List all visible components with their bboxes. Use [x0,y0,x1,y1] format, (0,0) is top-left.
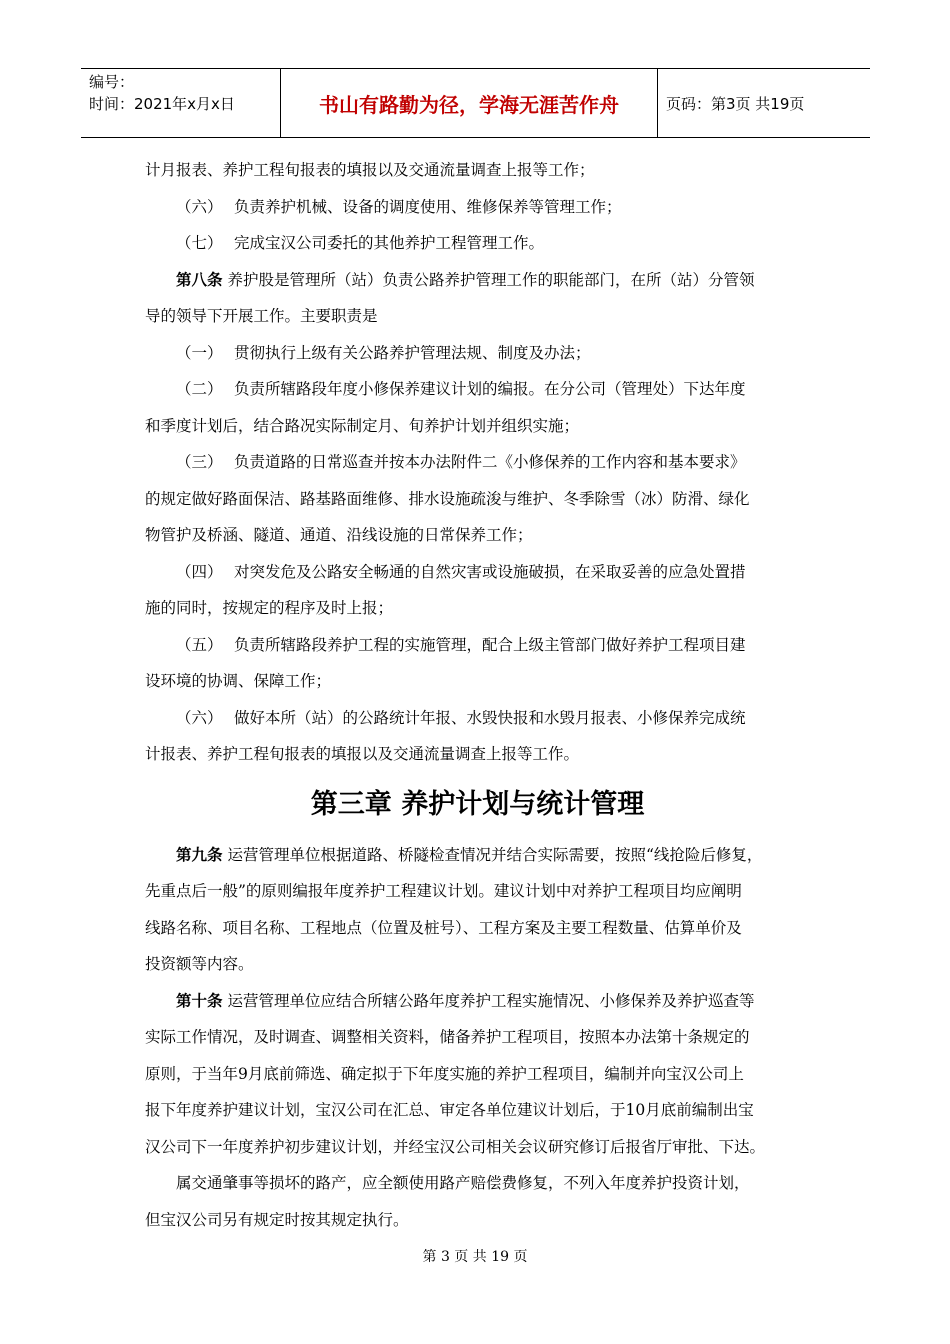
list-item [145,554,810,591]
header-meta [81,69,281,137]
list-item [145,335,810,372]
text-line: 施的同时，按规定的程序及时上报； [145,599,394,617]
article-8 [145,262,810,299]
article-text: 运营管理单位应结合所辖公路年度养护工程实施情况、小修保养及养护巡查等 [227,991,755,1010]
article-text: 养护股是管理所（站）负责公路养护管理工作的职能部门，在所（站）分管领 [227,270,755,289]
document-body [145,152,810,1238]
header-page-label: 页码：第3页 共19页 [666,94,805,113]
text-line: 的规定做好路面保洁、路基路面维修、排水设施疏浚与维护、冬季除雪（冰）防滑、绿化 [145,489,750,508]
item-number: （六） [176,197,223,216]
page-footer: 第 3 页 共 19 页 [422,1249,528,1265]
chapter-heading: 第三章 养护计划与统计管理 [310,788,645,820]
text-line: 导的领导下开展工作。主要职责是 [145,307,378,325]
text-line: 报下年度养护建议计划，宝汉公司在汇总、审定各单位建议计划后，于10月底前编制出宝 [145,1101,754,1119]
text-line: 计月报表、养护工程旬报表的填报以及交通流量调查上报等工作； [145,161,595,179]
article-10 [145,983,810,1020]
date-label: 时间：2021年x月x日 [89,95,235,113]
article-title: 第八条 [176,269,223,289]
text-line: 投资额等内容。 [145,955,254,973]
article-title: 第九条 [176,844,223,864]
list-item [145,627,810,664]
item-number: （五） [176,635,223,654]
text-line: 和季度计划后，结合路况实际制定月、旬养护计划并组织实施； [145,416,580,435]
article-9 [145,837,810,874]
code-label: 编号： [89,73,135,91]
item-text: 负责道路的日常巡查并按本办法附件二《小修保养的工作内容和基本要求》 [234,453,746,471]
item-number: （六） [176,708,223,727]
item-text: 负责所辖路段养护工程的实施管理，配合上级主管部门做好养护工程项目建 [234,635,746,654]
item-number: （二） [176,380,223,398]
item-number: （七） [176,234,223,252]
item-text: 负责养护机械、设备的调度使用、维修保养等管理工作； [234,197,622,216]
text-line: 先重点后一般”的原则编报年度养护工程建议计划。建议计划中对养护工程项目均应阐明 [145,882,742,900]
item-text: 贯彻执行上级有关公路养护管理法规、制度及办法； [234,343,591,362]
list-item [145,700,810,737]
text-line: 原则，于当年9月底前筛选、确定拟于下年度实施的养护工程项目，编制并向宝汉公司上 [145,1064,744,1083]
list-item [145,371,810,408]
item-text: 完成宝汉公司委托的其他养护工程管理工作。 [234,234,545,252]
text-line: 计报表、养护工程旬报表的填报以及交通流量调查上报等工作。 [145,745,580,763]
text-line: 线路名称、项目名称、工程地点（位置及桩号）、工程方案及主要工程数量、估算单价及 [145,918,742,937]
item-number: （三） [176,453,223,471]
text-line: 但宝汉公司另有规定时按其规定执行。 [145,1210,409,1229]
text-line: 物管护及桥涵、隧道、通道、沿线设施的日常保养工作； [145,526,533,544]
text-line: 实际工作情况，及时调查、调整相关资料，储备养护工程项目，按照本办法第十条规定的 [145,1028,750,1046]
item-text: 负责所辖路段年度小修保养建议计划的编报。在分公司（管理处）下达年度 [234,380,746,398]
text-line: 汉公司下一年度养护初步建议计划，并经宝汉公司相关会议研究修订后报省厅审批、下达。 [145,1137,766,1156]
header-motto: 书山有路勤为径，学海无涯苦作舟 [281,69,658,137]
article-text: 运营管理单位根据道路、桥隧检查情况并结合实际需要，按照“线抢险后修复， [227,845,763,864]
list-item [145,189,810,226]
item-text: 对突发危及公路安全畅通的自然灾害或设施破损，在采取妥善的应急处置措 [234,562,746,581]
list-item [145,444,810,481]
list-item [145,225,810,262]
text-line: 设环境的协调、保障工作； [145,672,332,690]
page-header [81,68,870,138]
item-number: （一） [176,343,223,362]
item-number: （四） [176,562,223,581]
article-title: 第十条 [176,990,223,1010]
item-text: 做好本所（站）的公路统计年报、水毁快报和水毁月报表、小修保养完成统 [234,708,746,727]
text-line: 属交通肇事等损坏的路产，应全额使用路产赔偿费修复，不列入年度养护投资计划， [176,1174,750,1192]
